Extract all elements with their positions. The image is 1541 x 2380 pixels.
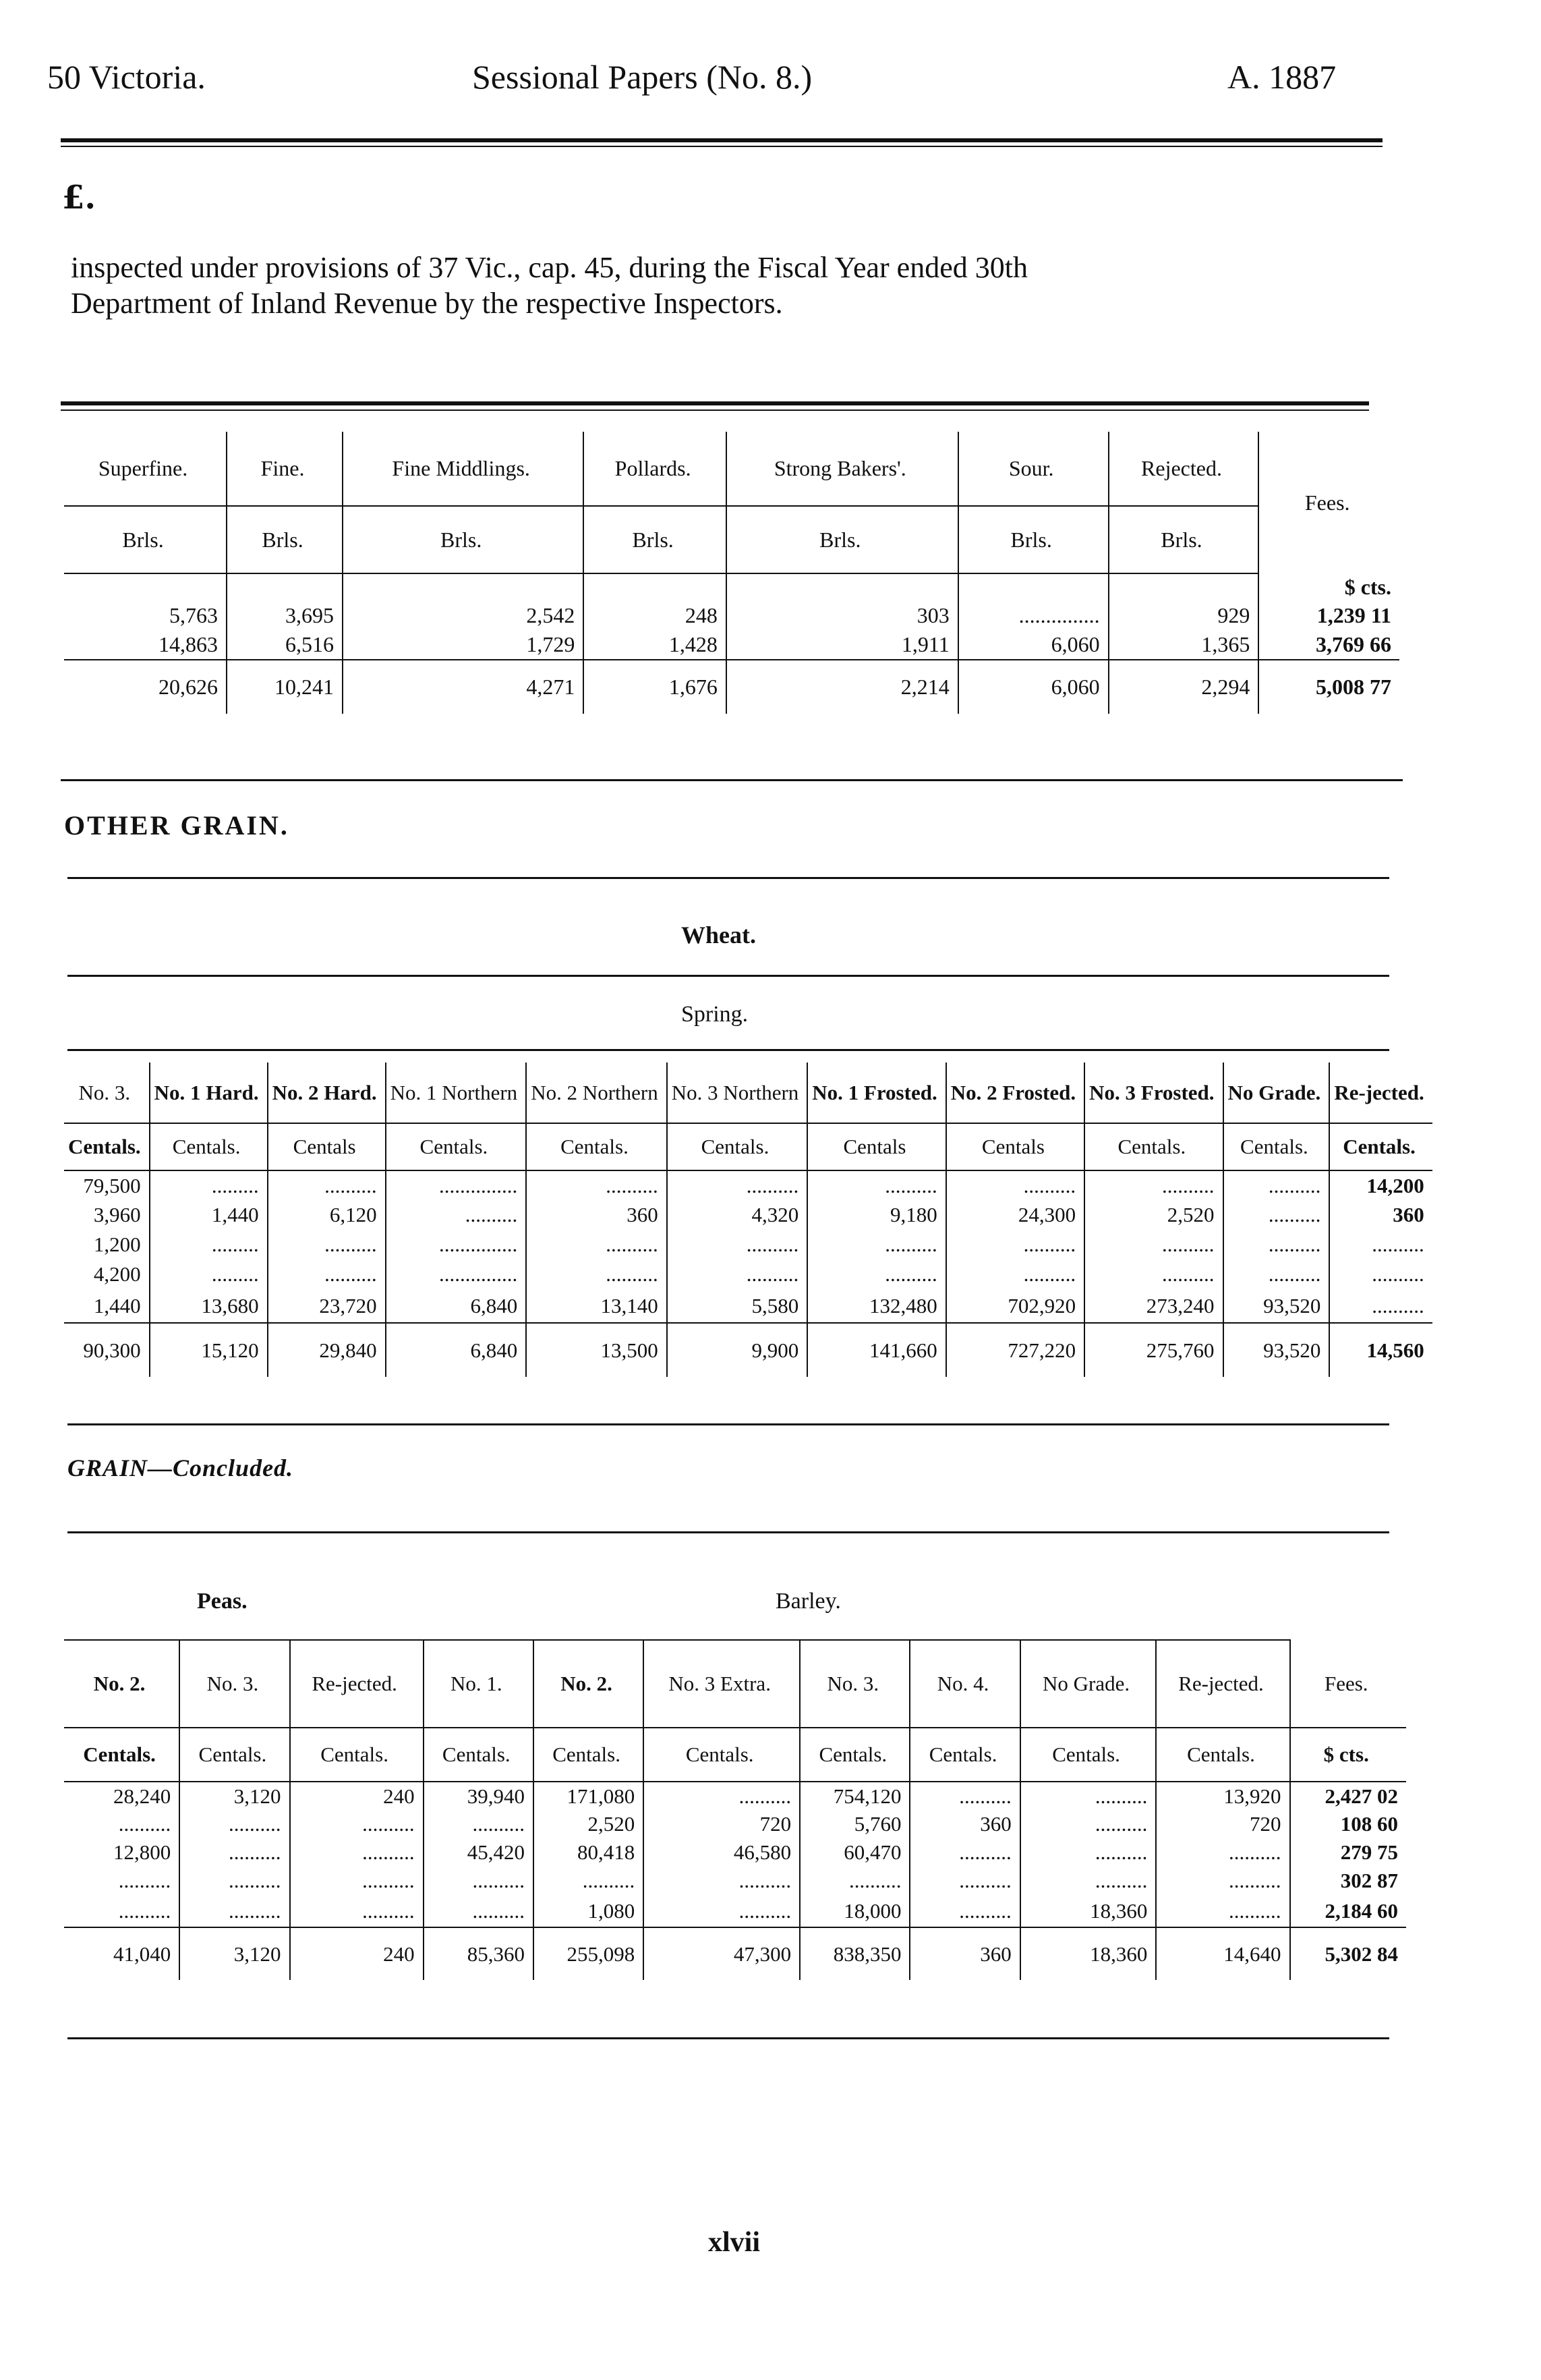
table-cell: ......... — [150, 1230, 268, 1259]
total-cell: 5,302 84 — [1290, 1927, 1406, 1980]
col-header: No. 3 Frosted. — [1084, 1062, 1223, 1123]
header-center: Sessional Papers (No. 8.) — [472, 58, 813, 96]
total-cell: 93,520 — [1223, 1323, 1330, 1377]
barley-units-row — [64, 1728, 1406, 1782]
table-cell: 248 — [583, 600, 726, 630]
table-cell: .......... — [807, 1259, 946, 1289]
unit: Brls. — [343, 506, 583, 573]
col-header: No. 1 Frosted. — [807, 1062, 946, 1123]
unit: Centals. — [386, 1123, 527, 1170]
table-cell: .......... — [64, 1895, 179, 1927]
total-cell: 6,060 — [958, 660, 1109, 714]
table-cell: .......... — [424, 1810, 533, 1838]
total-cell: 141,660 — [807, 1323, 946, 1377]
table-cell: 929 — [1109, 600, 1259, 630]
table-cell: 360 — [526, 1200, 667, 1230]
unit: Centals. — [1020, 1728, 1157, 1782]
table-cell: .......... — [1156, 1895, 1289, 1927]
table-cell: 79,500 — [83, 1173, 141, 1197]
total-cell: 10,241 — [227, 660, 343, 714]
total-cell: 2,214 — [726, 660, 958, 714]
table-row — [64, 1170, 1432, 1200]
table-cell: .......... — [946, 1170, 1084, 1200]
fees-unit: $ cts. — [1258, 573, 1399, 600]
table-cell: 5,760 — [800, 1810, 910, 1838]
table-cell: .......... — [526, 1170, 667, 1200]
total-cell: 15,120 — [150, 1323, 268, 1377]
unit: Centals. — [150, 1123, 268, 1170]
table-cell: ............... — [386, 1259, 527, 1289]
col-header: Re-jected. — [1156, 1640, 1289, 1728]
table-cell: .......... — [1156, 1838, 1289, 1867]
table-cell: .......... — [526, 1230, 667, 1259]
table-cell: 39,940 — [424, 1782, 533, 1810]
table-cell: 23,720 — [268, 1289, 386, 1323]
table-cell: 1,729 — [343, 630, 583, 660]
table-cell: 1,080 — [533, 1895, 643, 1927]
col-header: No. 2 Northern — [526, 1062, 667, 1123]
total-cell: 41,040 — [113, 1942, 171, 1966]
unit: Centals. — [64, 1728, 179, 1782]
table-cell: 720 — [643, 1810, 800, 1838]
table-row — [64, 1895, 1406, 1927]
table-cell: ......... — [150, 1259, 268, 1289]
table-cell: .......... — [910, 1838, 1020, 1867]
table-cell: .......... — [946, 1259, 1084, 1289]
table-cell: .......... — [533, 1867, 643, 1895]
table-cell: 1,200 — [93, 1232, 141, 1256]
table-cell: 1,440 — [150, 1200, 268, 1230]
col-rejected: Rejected. — [1109, 432, 1259, 506]
col-pollards: Pollards. — [583, 432, 726, 506]
unit: Brls. — [958, 506, 1109, 573]
table-cell: 14,863 — [64, 630, 227, 660]
intro-line-1: inspected under provisions of 37 Vic., cap. 45, during the Fiscal Year ended 30th — [71, 251, 1028, 284]
table-cell: 4,320 — [667, 1200, 808, 1230]
unit: Centals. — [526, 1123, 667, 1170]
unit: Centals. — [1223, 1123, 1330, 1170]
table-total-row — [64, 660, 1399, 714]
col-header: Fees. — [1290, 1640, 1406, 1728]
table-cell: .......... — [1156, 1867, 1289, 1895]
total-cell: 360 — [910, 1927, 1020, 1980]
table-cell: 18,360 — [1020, 1895, 1157, 1927]
total-cell: 838,350 — [800, 1927, 910, 1980]
table-cell: .......... — [290, 1810, 424, 1838]
col-header: Re-jected. — [290, 1640, 424, 1728]
table-cell: ............... — [958, 600, 1109, 630]
table-cell: ............... — [386, 1230, 527, 1259]
unit: Centals. — [424, 1728, 533, 1782]
table-cell: ............... — [386, 1170, 527, 1200]
total-cell: 727,220 — [946, 1323, 1084, 1377]
table-cell: .......... — [667, 1230, 808, 1259]
table-cell: 13,140 — [526, 1289, 667, 1323]
col-header: No. 1 Hard. — [150, 1062, 268, 1123]
table-cell: 3,960 — [93, 1203, 141, 1226]
wheat-header-row — [64, 1062, 1432, 1123]
flour-header-row — [64, 432, 1399, 506]
col-header: No. 4. — [910, 1640, 1020, 1728]
section-title-other-grain: OTHER GRAIN. — [64, 810, 289, 841]
col-header: No. 2 Hard. — [268, 1062, 386, 1123]
wheat-group-label: Wheat. — [681, 922, 756, 948]
table-cell: 132,480 — [807, 1289, 946, 1323]
table-cell: .......... — [1020, 1838, 1157, 1867]
total-cell: 18,360 — [1020, 1927, 1157, 1980]
col-header: No Grade. — [1020, 1640, 1157, 1728]
unit: Centals. — [910, 1728, 1020, 1782]
flour-fees-unit-row — [64, 573, 1399, 600]
unit: Brls. — [583, 506, 726, 573]
table-cell: 12,800 — [113, 1840, 171, 1864]
total-cell: 14,560 — [1329, 1323, 1432, 1377]
table-row — [64, 1838, 1406, 1867]
total-cell: 14,640 — [1156, 1927, 1289, 1980]
table-cell: .......... — [910, 1895, 1020, 1927]
table-cell: .......... — [1223, 1200, 1330, 1230]
table-row — [64, 1782, 1406, 1810]
total-cell: 1,676 — [583, 660, 726, 714]
table-cell: 1,239 11 — [1258, 600, 1399, 630]
col-header: Re-jected. — [1329, 1062, 1432, 1123]
table-cell: 13,920 — [1156, 1782, 1289, 1810]
total-cell: 13,500 — [526, 1323, 667, 1377]
table-cell: .......... — [268, 1230, 386, 1259]
col-strong-bakers: Strong Bakers'. — [726, 432, 958, 506]
table-row — [64, 630, 1399, 660]
table-total-row — [64, 1927, 1406, 1980]
col-header: No. 2 Frosted. — [946, 1062, 1084, 1123]
table-row — [64, 1259, 1432, 1289]
table-cell: 18,000 — [800, 1895, 910, 1927]
col-fees: Fees. — [1258, 432, 1399, 573]
unit: $ cts. — [1290, 1728, 1406, 1782]
table-cell: 108 60 — [1290, 1810, 1406, 1838]
table-cell: .......... — [1020, 1810, 1157, 1838]
total-cell: 5,008 77 — [1258, 660, 1399, 714]
table-cell: .......... — [386, 1200, 527, 1230]
col-header: No. 3. — [64, 1062, 150, 1123]
col-header: No. 1 Northern — [386, 1062, 527, 1123]
table-cell: .......... — [643, 1895, 800, 1927]
table-cell: .......... — [1329, 1259, 1432, 1289]
table-row — [64, 600, 1399, 630]
table-cell: .......... — [910, 1782, 1020, 1810]
col-header: No. 2. — [64, 1640, 179, 1728]
total-cell: 2,294 — [1109, 660, 1259, 714]
table-cell: 273,240 — [1084, 1289, 1223, 1323]
flour-units-row — [64, 506, 1399, 573]
total-cell: 275,760 — [1084, 1323, 1223, 1377]
table-cell: 1,365 — [1109, 630, 1259, 660]
unit: Centals. — [643, 1728, 800, 1782]
page-number: xlvii — [708, 2227, 761, 2258]
flour-table — [64, 432, 1399, 714]
table-cell: 28,240 — [113, 1784, 171, 1808]
table-total-row — [64, 1323, 1432, 1377]
table-cell: .......... — [1223, 1170, 1330, 1200]
table-cell: .......... — [946, 1230, 1084, 1259]
table-cell: .......... — [643, 1782, 800, 1810]
table-cell: 4,200 — [93, 1262, 141, 1286]
unit: Brls. — [64, 506, 227, 573]
table-cell: .......... — [290, 1838, 424, 1867]
unit: Brls. — [227, 506, 343, 573]
table-cell: .......... — [268, 1259, 386, 1289]
table-cell: 5,580 — [667, 1289, 808, 1323]
table-cell: 9,180 — [807, 1200, 946, 1230]
table-cell: .......... — [118, 1869, 171, 1892]
table-cell: 1,428 — [583, 630, 726, 660]
table-cell: .......... — [807, 1170, 946, 1200]
table-cell: .......... — [807, 1230, 946, 1259]
table-cell: 80,418 — [533, 1838, 643, 1867]
table-cell: .......... — [290, 1895, 424, 1927]
table-cell: 2,542 — [343, 600, 583, 630]
col-sour: Sour. — [958, 432, 1109, 506]
barley-table — [64, 1639, 1406, 1980]
col-header: No. 3 Northern — [667, 1062, 808, 1123]
table-cell: .......... — [1020, 1867, 1157, 1895]
table-cell: 45,420 — [424, 1838, 533, 1867]
table-cell: 702,920 — [946, 1289, 1084, 1323]
peas-group-label: Peas. — [197, 1589, 248, 1614]
table-cell: .......... — [424, 1895, 533, 1927]
col-fine-middlings: Fine Middlings. — [343, 432, 583, 506]
table-cell: .......... — [1223, 1259, 1330, 1289]
unit: Centals. — [290, 1728, 424, 1782]
table-cell: 2,427 02 — [1290, 1782, 1406, 1810]
unit: Centals. — [533, 1728, 643, 1782]
unit: Centals. — [1156, 1728, 1289, 1782]
table-cell: .......... — [118, 1812, 171, 1836]
table-cell: 6,840 — [386, 1289, 527, 1323]
table-cell: 171,080 — [533, 1782, 643, 1810]
rule — [67, 877, 1389, 879]
table-cell: .......... — [290, 1867, 424, 1895]
table-cell: 24,300 — [946, 1200, 1084, 1230]
unit: Centals. — [800, 1728, 910, 1782]
section-mark: £. — [62, 179, 96, 217]
total-cell: 90,300 — [83, 1338, 141, 1362]
unit: Centals — [807, 1123, 946, 1170]
total-cell: 3,120 — [179, 1927, 289, 1980]
col-header: No. 2. — [533, 1640, 643, 1728]
header-rule-thin — [61, 146, 1383, 147]
barley-group-label: Barley. — [776, 1589, 841, 1614]
flour-table-top-rule-thin — [61, 409, 1369, 411]
col-header: No. 3. — [800, 1640, 910, 1728]
header-right: A. 1887 — [1227, 58, 1337, 96]
unit: Centals. — [1084, 1123, 1223, 1170]
table-cell: 93,520 — [1223, 1289, 1330, 1323]
spring-subgroup-label: Spring. — [681, 1002, 749, 1027]
table-cell: .......... — [910, 1867, 1020, 1895]
table-cell: 754,120 — [800, 1782, 910, 1810]
table-cell: 1,911 — [726, 630, 958, 660]
header-rule-thick — [61, 138, 1383, 142]
table-cell: 240 — [290, 1782, 424, 1810]
table-cell: 3,769 66 — [1258, 630, 1399, 660]
table-cell: 6,060 — [958, 630, 1109, 660]
table-cell: .......... — [526, 1259, 667, 1289]
rule — [67, 1049, 1389, 1051]
total-cell: 9,900 — [667, 1323, 808, 1377]
table-cell: 2,184 60 — [1290, 1895, 1406, 1927]
table-cell: 360 — [1329, 1200, 1432, 1230]
table-cell: .......... — [179, 1838, 289, 1867]
flour-table-bottom-rule — [61, 779, 1403, 781]
flour-table-top-rule — [61, 401, 1369, 405]
table-cell: 3,120 — [179, 1782, 289, 1810]
table-cell: .......... — [179, 1895, 289, 1927]
unit: Centals. — [64, 1123, 150, 1170]
table-cell: 5,763 — [169, 602, 219, 627]
table-cell: 3,695 — [227, 600, 343, 630]
col-header: No Grade. — [1223, 1062, 1330, 1123]
unit: Centals — [268, 1123, 386, 1170]
table-cell: .......... — [1329, 1289, 1432, 1323]
table-cell: 1,440 — [64, 1289, 150, 1323]
col-header: No. 3 Extra. — [643, 1640, 800, 1728]
table-cell: .......... — [1084, 1259, 1223, 1289]
table-cell: .......... — [268, 1170, 386, 1200]
unit: Centals. — [667, 1123, 808, 1170]
table-cell: 14,200 — [1329, 1170, 1432, 1200]
table-cell: 279 75 — [1290, 1838, 1406, 1867]
rule — [67, 1531, 1389, 1533]
col-header: No. 3. — [179, 1640, 289, 1728]
table-row — [64, 1289, 1432, 1323]
rule — [67, 975, 1389, 977]
table-cell: .......... — [643, 1867, 800, 1895]
unit: Centals. — [1329, 1123, 1432, 1170]
table-cell: .......... — [179, 1810, 289, 1838]
total-cell: 255,098 — [533, 1927, 643, 1980]
table-cell: .......... — [424, 1867, 533, 1895]
table-cell: 6,516 — [227, 630, 343, 660]
table-cell: 2,520 — [533, 1810, 643, 1838]
total-cell: 85,360 — [424, 1927, 533, 1980]
table-cell: 720 — [1156, 1810, 1289, 1838]
table-cell: .......... — [1223, 1230, 1330, 1259]
table-cell: 6,120 — [268, 1200, 386, 1230]
table-cell: 360 — [910, 1810, 1020, 1838]
table-cell: 60,470 — [800, 1838, 910, 1867]
wheat-table-bottom-rule — [67, 1423, 1389, 1425]
table-cell: .......... — [1329, 1230, 1432, 1259]
total-cell: 4,271 — [343, 660, 583, 714]
table-row — [64, 1810, 1406, 1838]
unit: Brls. — [1109, 506, 1259, 573]
table-cell: 303 — [726, 600, 958, 630]
table-cell: .......... — [667, 1170, 808, 1200]
total-cell: 29,840 — [268, 1323, 386, 1377]
total-cell: 20,626 — [158, 675, 219, 699]
table-cell: 13,680 — [150, 1289, 268, 1323]
table-cell: .......... — [1020, 1782, 1157, 1810]
table-cell: 302 87 — [1290, 1867, 1406, 1895]
table-cell: 2,520 — [1084, 1200, 1223, 1230]
wheat-units-row — [64, 1123, 1432, 1170]
section-title-grain-concluded: GRAIN—Concluded. — [67, 1454, 294, 1481]
table-row — [64, 1200, 1432, 1230]
table-cell: .......... — [667, 1259, 808, 1289]
unit: Brls. — [726, 506, 958, 573]
wheat-table — [64, 1062, 1432, 1377]
barley-header-row — [64, 1640, 1406, 1728]
col-superfine: Superfine. — [64, 432, 227, 506]
table-cell: .......... — [179, 1867, 289, 1895]
col-fine: Fine. — [227, 432, 343, 506]
table-cell: .......... — [1084, 1170, 1223, 1200]
total-cell: 6,840 — [386, 1323, 527, 1377]
unit: Centals. — [179, 1728, 289, 1782]
table-row — [64, 1230, 1432, 1259]
table-cell: 46,580 — [643, 1838, 800, 1867]
barley-table-bottom-rule — [67, 2037, 1389, 2039]
unit: Centals — [946, 1123, 1084, 1170]
header-left: 50 Victoria. — [47, 58, 206, 96]
table-cell: .......... — [1084, 1230, 1223, 1259]
table-cell: .......... — [800, 1867, 910, 1895]
intro-line-2: Department of Inland Revenue by the respective Inspectors. — [71, 287, 783, 320]
total-cell: 240 — [290, 1927, 424, 1980]
total-cell: 47,300 — [643, 1927, 800, 1980]
table-row — [64, 1867, 1406, 1895]
col-header: No. 1. — [424, 1640, 533, 1728]
table-cell: ......... — [150, 1170, 268, 1200]
